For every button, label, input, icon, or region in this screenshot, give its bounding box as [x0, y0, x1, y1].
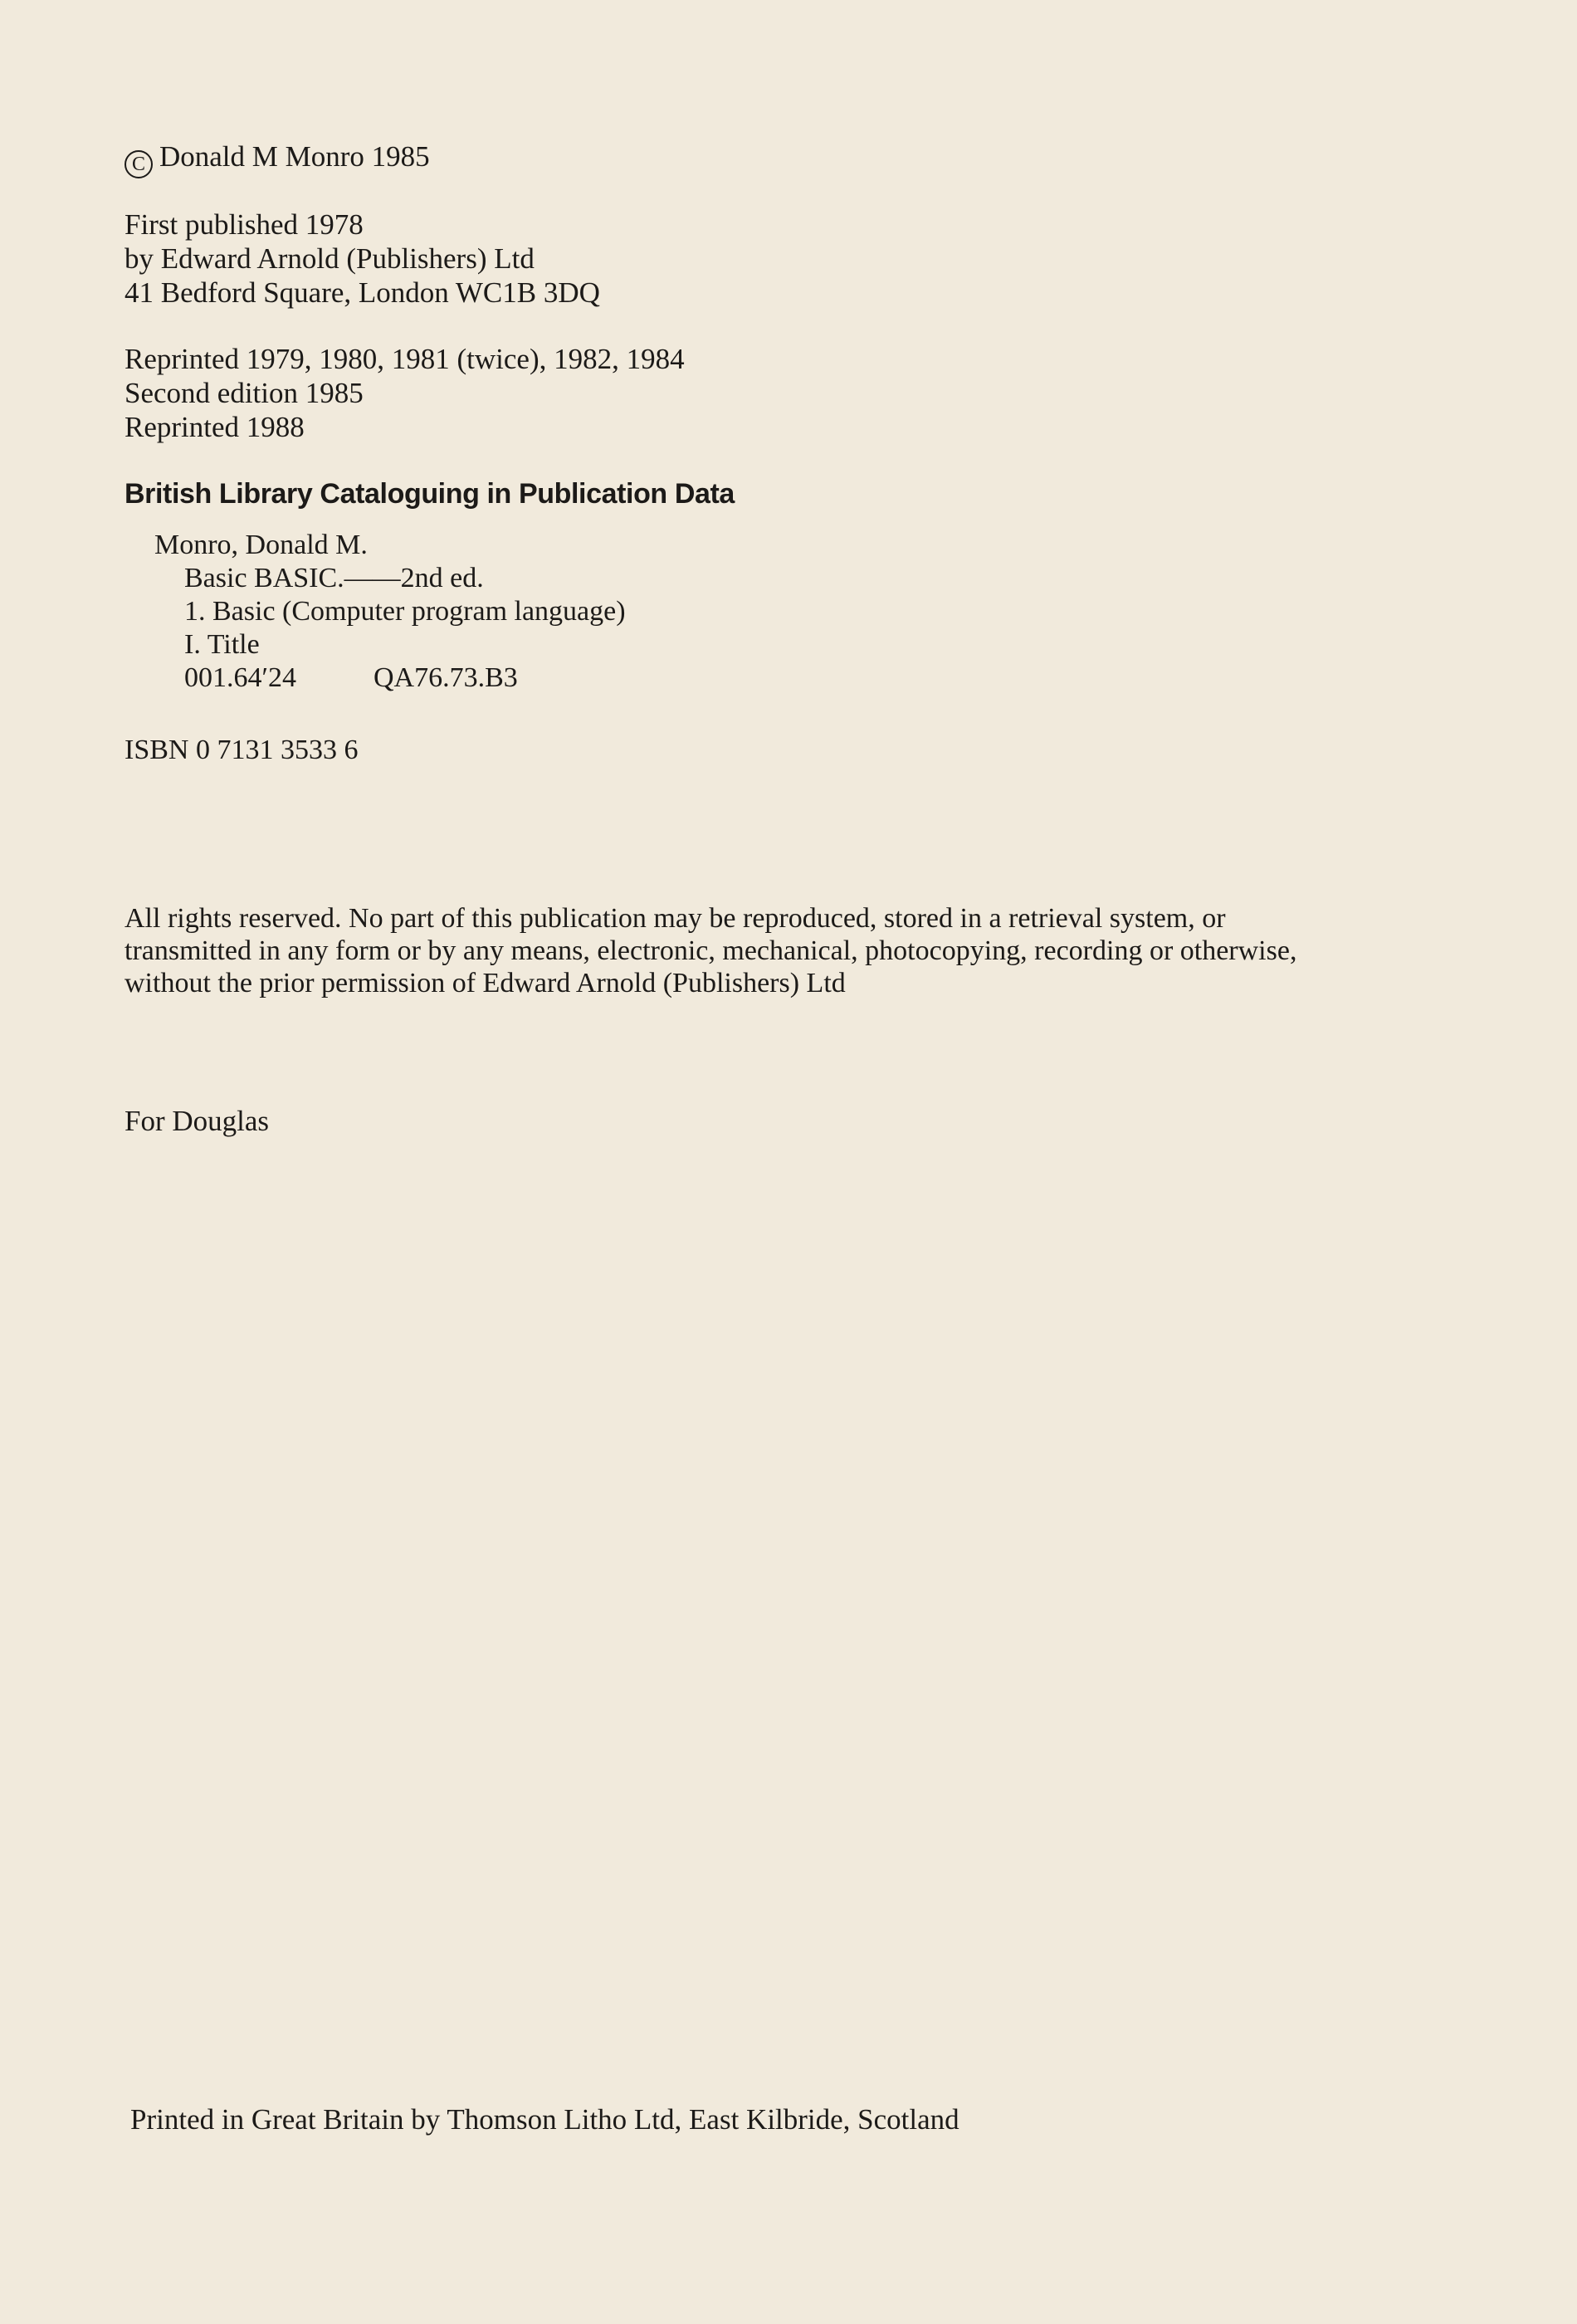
cip-author: Monro, Donald M. — [154, 530, 368, 560]
dedication: For Douglas — [124, 1105, 270, 1137]
cip-title-entry: I. Title — [184, 629, 260, 660]
first-published-line: First published 1978 — [124, 208, 364, 241]
rights-line-2: transmitted in any form or by any means, electronic, mechanical, photocopying, recording or otherwise, — [124, 935, 1297, 966]
rights-notice — [124, 902, 1507, 999]
cip-classification — [154, 662, 626, 695]
publication-details — [124, 208, 600, 310]
copyright-notice — [124, 139, 430, 178]
cip-record — [154, 529, 626, 695]
copyright-holder: Donald M Monro 1985 — [159, 140, 430, 173]
reprint-history — [124, 342, 685, 444]
publisher-address-line: 41 Bedford Square, London WC1B 3DQ — [124, 276, 600, 309]
dewey-classification: 001.64′24 — [184, 662, 296, 693]
library-of-congress-classification: QA76.73.B3 — [374, 662, 518, 693]
cip-title: Basic BASIC.——2nd ed. — [184, 563, 484, 593]
publisher-name-line: by Edward Arnold (Publishers) Ltd — [124, 242, 535, 275]
reprint-years-line: Reprinted 1979, 1980, 1981 (twice), 1982, 1984 — [124, 343, 685, 375]
isbn-number: ISBN 0 7131 3533 6 — [124, 735, 359, 765]
cip-heading: British Library Cataloguing in Publication Data — [124, 478, 735, 510]
edition-line: Second edition 1985 — [124, 377, 364, 409]
printer-imprint: Printed in Great Britain by Thomson Litho Ltd, East Kilbride, Scotland — [130, 2103, 959, 2136]
rights-line-1: All rights reserved. No part of this publication may be reproduced, stored in a retrieval system, or — [124, 903, 1226, 934]
latest-reprint-line: Reprinted 1988 — [124, 411, 305, 443]
rights-line-3: without the prior permission of Edward Arnold (Publishers) Ltd — [124, 968, 846, 998]
cip-subject: 1. Basic (Computer program language) — [184, 596, 626, 627]
copyright-symbol: C — [124, 150, 153, 178]
